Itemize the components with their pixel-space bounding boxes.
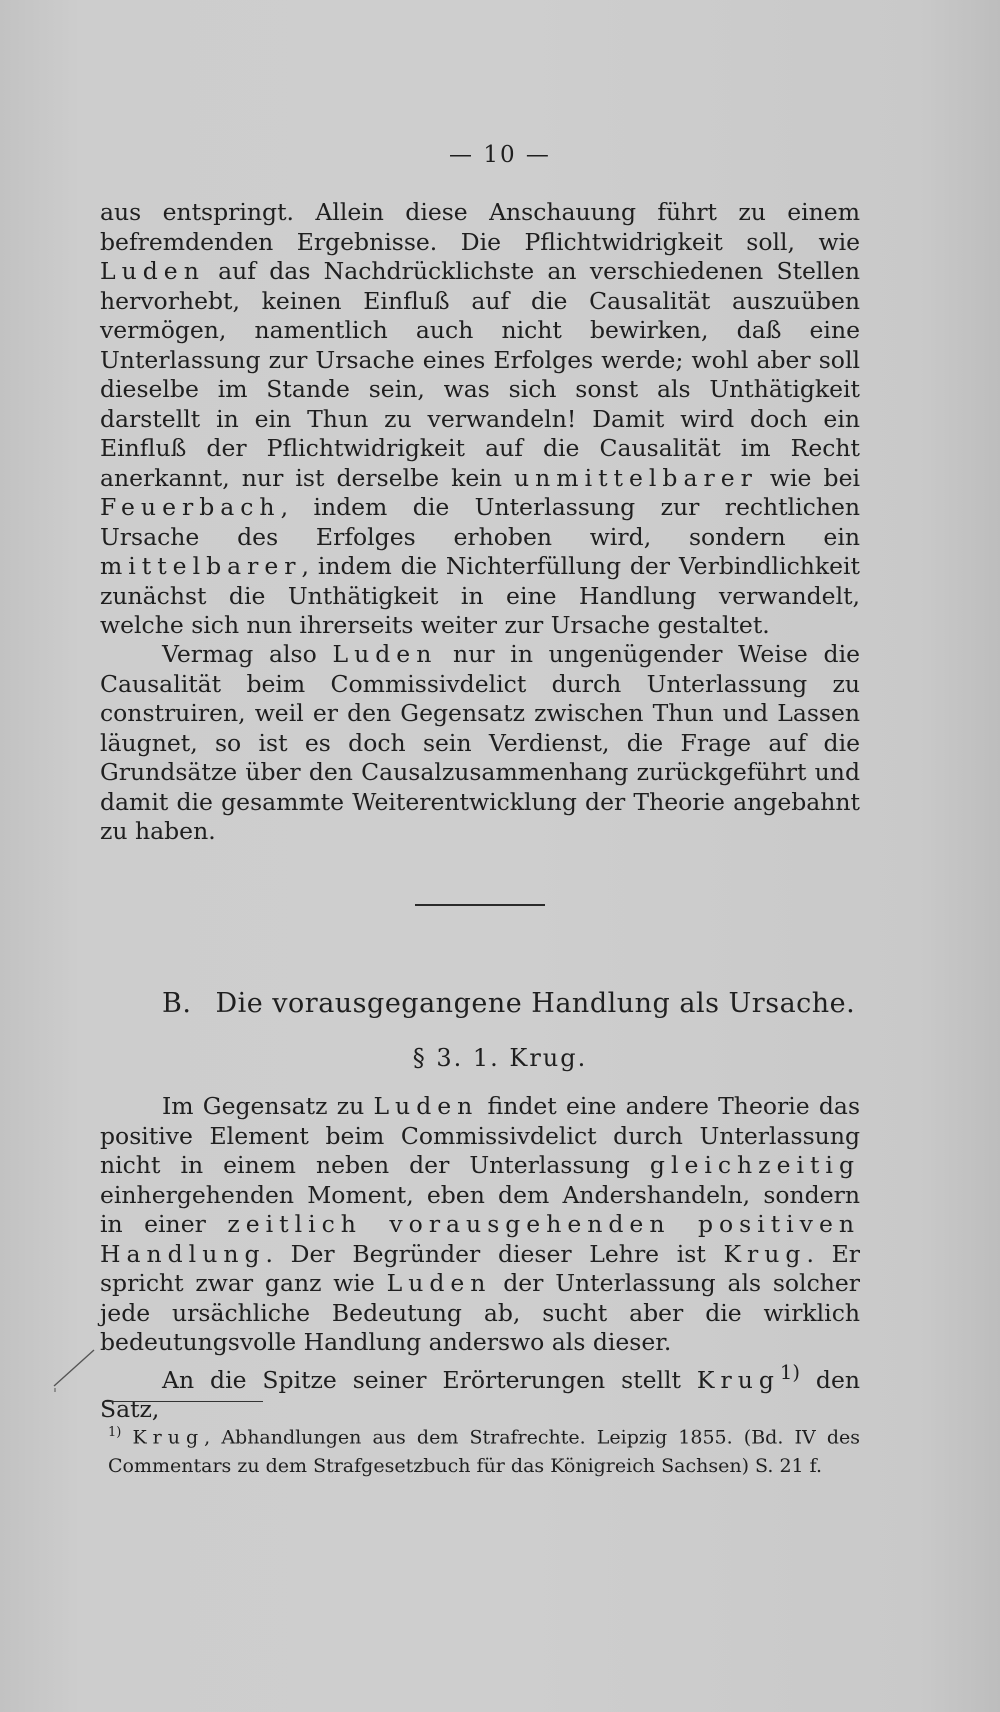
text-block-second <box>100 640 860 847</box>
author-name: Krug <box>696 1365 780 1394</box>
paragraph-text: nur in ungenügender Weise die Causalität beim Commissivdelict durch Unterlassung zu construiren, weil er den Gegensatz zwischen Thun und Lassen läugnet, so ist es doch sein Verdienst, die Frage auf die Grundsätze über den Causalzusammenhang zurückgeführt und damit die gesammte Weiterentwicklung der Theorie angebahnt zu haben. <box>100 640 861 845</box>
paragraph-text: An die Spitze seiner Erörterungen stellt <box>162 1365 697 1394</box>
emphasized-text: mittelbarer <box>100 552 302 580</box>
author-name: Luden <box>332 640 438 668</box>
footnote <box>108 1418 860 1481</box>
page-number: — 10 — <box>449 142 551 168</box>
paragraph-continued <box>100 198 860 641</box>
paragraph <box>100 1092 860 1358</box>
paragraph-text: Im Gegensatz zu <box>162 1092 374 1120</box>
paragraph-text: den Satz, <box>100 1365 860 1423</box>
author-name: Krug <box>132 1426 205 1449</box>
author-name: Feuerbach <box>100 493 281 521</box>
text-block-bottom <box>100 1092 860 1424</box>
footnote-divider <box>105 1401 263 1402</box>
pencil-mark <box>50 1348 96 1394</box>
section-title: Die vorausgegangene Handlung als Ursache. <box>215 988 856 1019</box>
footnote-mark: 1) <box>108 1425 122 1440</box>
paragraph-text: einhergehenden Moment, eben dem Andershandeln, sondern in einer <box>100 1180 860 1238</box>
paragraph-text: . Der Begründer dieser Lehre ist <box>265 1239 724 1268</box>
paragraph <box>100 1358 860 1425</box>
paragraph <box>100 640 860 847</box>
section-heading <box>162 988 862 1019</box>
author-name: Luden <box>100 257 205 285</box>
emphasized-text: zeitlich vorausgehenden positiven Handlung <box>100 1210 860 1268</box>
paragraph-text: . Er spricht zwar ganz wie <box>100 1239 860 1297</box>
section-letter: B. <box>162 988 192 1019</box>
paragraph-text: , indem die Unterlassung zur rechtlichen Ursache des Erfolges erhoben wird, sondern ein <box>100 493 860 551</box>
paragraph-text: findet eine andere Theorie das positive Element beim Commissivdelict durch Unterlassung nicht in einem neben der Unterlassung <box>100 1092 860 1179</box>
footnote-text: , Abhandlungen aus dem Strafrechte. Leipzig 1855. (Bd. IV des Commentars zu dem Strafgesetzbuch für das Königreich Sachsen) S. 21 f. <box>108 1426 860 1478</box>
paragraph-text: auf das Nachdrücklichste an verschiedenen Stellen hervorhebt, keinen Einfluß auf die Causalität auszuüben vermögen, namentlich auch nicht bewirken, daß eine Unterlassung zur Ursache eines Erfolges werde; wohl aber soll dieselbe im Stande sein, was sich sonst als Unthätigkeit darstellt in ein Thun zu verwandeln! Damit wird doch ein Einfluß der Pflichtwidrigkeit auf die Causalität im Recht anerkannt, nur ist derselbe kein <box>100 257 860 492</box>
emphasized-text: unmittelbarer <box>514 463 758 492</box>
paragraph-text: wie bei <box>757 463 860 492</box>
paragraph-text: der Unterlassung als solcher jede ursächliche Bedeutung ab, sucht aber die wirklich bedeutungsvolle Handlung anderswo als dieser. <box>100 1269 861 1356</box>
paragraph-text: , indem die Nichterfüllung der Verbindlichkeit zunächst die Unthätigkeit in eine Handlung verwandelt, welche sich nun ihrerseits weiter zur Ursache gestaltet. <box>100 552 860 639</box>
text-block-top <box>100 198 860 641</box>
section-divider <box>415 904 545 906</box>
paragraph-text: aus entspringt. Allein diese Anschauung führt zu einem befremdenden Ergebnisse. Die Pflichtwidrigkeit soll, wie <box>100 198 860 256</box>
author-name: Luden <box>386 1269 492 1297</box>
author-name: Luden <box>373 1092 479 1120</box>
author-name: Krug <box>723 1239 807 1268</box>
emphasized-text: gleichzeitig <box>649 1151 860 1179</box>
paragraph-heading: § 3. 1. Krug. <box>412 1044 588 1072</box>
footnote-reference: 1) <box>779 1360 800 1384</box>
paragraph-text: Vermag also <box>162 640 333 668</box>
